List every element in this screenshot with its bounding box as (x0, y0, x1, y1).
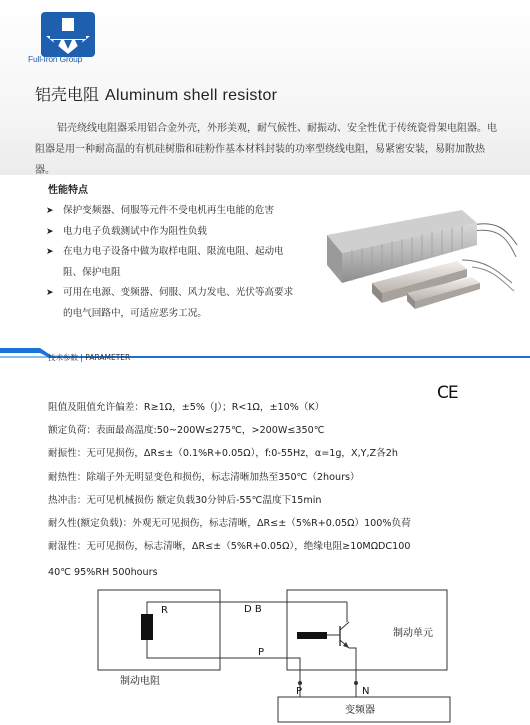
feature-item: ➤ 可用在电源、变频器、伺服、风力发电、光伏等高要求的电气回路中，可适应恶劣工况。 (46, 283, 296, 324)
product-photo (322, 205, 522, 315)
spec-row: 额定负荷：表面最高温度:50~200W≤275℃，>200W≤350℃ (48, 425, 325, 437)
ce-mark: CE (437, 383, 458, 403)
spec-row: 耐湿性：无可见损伤，标志清晰，ΔR≤±（5%R+0.05Ω），绝缘电阻≥10MΩDC100 (48, 541, 411, 553)
resistor-letter: R (161, 605, 168, 616)
logo-text: Full-Iron Group (28, 54, 83, 64)
parameter-label: 技术参数 | PARAMETER (48, 353, 131, 362)
spec-row: 耐久性(额定负载)：外观无可见损伤，标志清晰，ΔR≤±（5%R+0.05Ω）100%负荷 (48, 517, 411, 529)
spec-row: 耐振性：无可见损伤，ΔR≤±（0.1%R+0.05Ω），f:0-55Hz，α=1g，X,Y,Z各2h (48, 448, 398, 460)
arrow-bullet-icon: ➤ (46, 206, 54, 216)
circuit-diagram (0, 580, 530, 725)
features-heading: 性能特点 (48, 185, 88, 196)
transistor-gate-symbol (297, 632, 327, 639)
title-english: Aluminum shell resistor (105, 87, 278, 104)
brake-unit-label: 制动单元 (393, 628, 433, 639)
spec-row-continuation: 40℃ 95%RH 500hours (48, 567, 158, 578)
features-list (46, 201, 296, 325)
title-chinese: 铝壳电阻 (35, 85, 100, 104)
spec-row: 热冲击：无可见机械损伤 额定负载30分钟后-55℃温度下15min (48, 494, 322, 506)
arrow-bullet-icon: ➤ (46, 288, 54, 299)
page-title (35, 82, 277, 105)
arrow-bullet-icon: ➤ (46, 226, 54, 237)
feature-item: ➤ 保护变频器、伺服等元件不受电机再生电能的危害 (46, 201, 296, 222)
p-terminal-label-bottom: P (296, 686, 303, 697)
spec-row: 耐热性：除端子外无明显变色和损伤，标志清晰加热至350℃（2hours） (48, 471, 360, 483)
p-terminal-label-top: P (258, 647, 265, 658)
feature-item: ➤ 在电力电子设备中做为取样电阻、限流电阻、起动电阻、保护电阻 (46, 242, 296, 283)
brake-resistor-label: 制动电阻 (120, 676, 160, 687)
n-terminal-label: N (362, 686, 370, 697)
product-description: 铝壳绕线电阻器采用铝合金外壳，外形美观，耐气候性、耐振动、安全性优于传统瓷骨架电阻器。电阻器是用一种耐高温的有机硅树脂和硅粉作基本材料封装的功率型绕线电阻，易紧密安装，易附加散热器。 (35, 123, 497, 176)
feature-item: ➤ 电力电子负载测试中作为阻性负载 (46, 222, 296, 243)
resistor-symbol (141, 614, 153, 640)
arrow-bullet-icon: ➤ (46, 247, 54, 258)
specs-list (48, 398, 518, 560)
inverter-label: 变频器 (345, 705, 375, 716)
db-terminal-label: D B (244, 604, 262, 615)
spec-row: 阻值及阻值允许偏差：R≥1Ω，±5%（J）；R<1Ω，±10%（K） (48, 402, 325, 413)
